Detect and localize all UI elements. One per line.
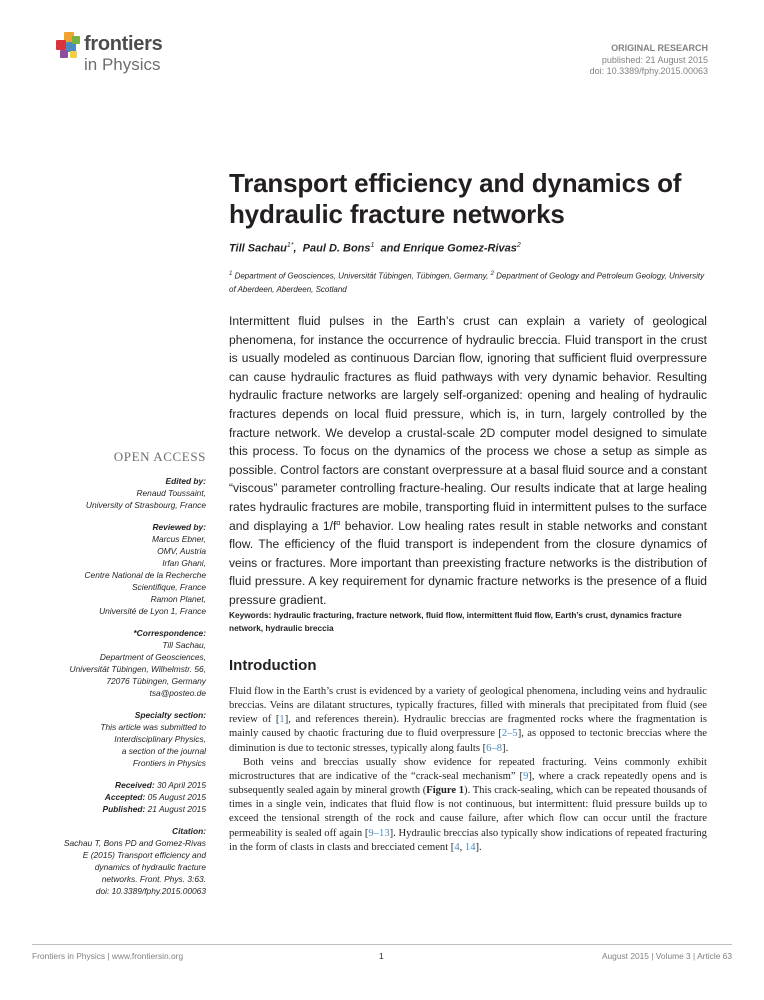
editor-line: Renaud Toussaint, [136,488,206,498]
text-run: ], and references therein). Hydraulic breccias are fragmented rocks where the fragmentation is mainly caused by chaotic fracturing due to fluid overpressure [ [229,714,707,740]
specialty-line: a section of the journal [121,746,206,756]
reviewer-line: OMV, Austria [157,546,206,556]
author-3-sup: 2 [516,242,521,249]
author-1-sup: 1* [286,242,294,249]
frontiers-logo-icon [56,32,82,62]
author-1[interactable]: Till Sachau [229,242,287,255]
page-number: 1 [379,951,384,961]
article-title [229,168,729,230]
author-3[interactable]: Enrique Gomez-Rivas [403,242,517,255]
accepted-label: Accepted: [104,792,146,802]
keywords: Keywords: hydraulic fracturing, fracture network, fluid flow, intermittent fluid flow, Earth’s crust, dynamics fracture network, hydraulic breccia [229,610,682,633]
affil-2: Department of Geology and Petroleum Geology, University of Aberdeen, Aberdeen, Scotland [229,271,705,294]
citation-link[interactable]: 4 [454,841,460,853]
footer-divider [32,944,732,945]
citation-link[interactable]: 1 [279,714,285,726]
correspondence-line: Till Sachau, [162,640,206,650]
introduction-body [229,685,707,855]
specialty-line: Frontiers in Physics [132,758,206,768]
correspondence-label: *Correspondence: [133,628,206,638]
reviewer-line: Ramon Planet, [150,594,206,604]
accepted-date [40,791,206,803]
citation-line: dynamics of hydraulic fracture [94,862,206,872]
specialty-line: This article was submitted to [100,722,206,732]
specialty-line: Interdisciplinary Physics, [114,734,206,744]
editor-line: University of Strasbourg, France [85,500,206,510]
reviewer-line: Irfan Ghani, [162,558,206,568]
logo-subtitle: in Physics [84,55,161,74]
author-2-sup: 1 [370,242,375,249]
text-run: Both veins and breccias usually show evidence for repeated fracturing. Veins commonly exhibit microstructures that are indicative of the “crack-seal mechanism” [ [229,756,707,782]
text-run: ). This crack-sealing, which can be repeated thousands of times in a single vein, indicates that fluid flow is not continuous, but intermittent: fluid pressure builds up to exceed the tensional strength of the rock and cause failure, after which flow can occur until the fracture permeability is sealed off again [ [229,785,708,839]
reviewer-line: Marcus Ebner, [152,534,206,544]
specialty-label: Specialty section: [134,710,206,720]
published-label: Published: [102,804,146,814]
correspondence-line: 72076 Tübingen, Germany [106,676,206,686]
title-line-2: hydraulic fracture networks [229,199,565,229]
footer-journal-link[interactable]: Frontiers in Physics | www.frontiersin.org [32,951,184,961]
text-run: ], where a crack repeatedly opens and is subsequently sealed again by mineral growth ( [229,770,708,797]
accepted-value: 05 August 2015 [147,792,206,802]
author-list: Till Sachau$^{1*}$, Paul D. Bons$^1$ and Enrique Gomez-Rivas$^2$ [229,242,521,255]
text-run: ]. [502,742,509,754]
abstract-part-2: behavior. Low healing rates result in stable networks and constant flow. The efficiency of the fluid transport is independent from the closure dynamics of veins or fractures. More important than preexisting fracture networks is the distribution of fluid pressure. A key requirement for dynamic fracture networks is the presence of a fluid pressure gradient. [229,518,707,607]
author-2[interactable]: Paul D. Bons [302,242,371,255]
section-heading-introduction: Introduction [229,657,317,674]
footer-issue-info: August 2015 | Volume 3 | Article 63 [601,951,732,961]
received-value: 30 April 2015 [156,780,206,790]
abstract-exponent: α [336,519,341,527]
citation-line: networks. Front. Phys. 3:63. [101,874,206,884]
article-doi: doi: 10.3389/fphy.2015.00063 [589,66,708,76]
open-access-label: OPEN ACCESS [113,449,206,464]
received-date [40,779,206,791]
citation-link[interactable]: 6–8 [486,742,503,754]
abstract-part-1: Intermittent fluid pulses in the Earth’s crust can explain a variety of geological phenomena, for instance the occurrence of hydraulic breccia. Fluid transport in the crust is usually modeled as continuous Darcian flow, ignoring that sufficient fluid overpressure can cause hydraulic fractures as fluid pathways with very dynamic behavior. Resulting hydraulic fracture networks are largely self-organized: opening and healing of hydraulic fractures depends on local fluid pressure, which is, in turn, largely controlled by the fracture network. We develop a crustal-scale 2D computer model designed to simulate this process. To focus on the dynamics of the process we chose a setup as simple as possible. Control factors are constant overpressure at a basal fluid source and a constant “viscous” parameter controlling fracture-healing. Our results indicate that at large healing rates hydraulic fractures are mobile, transporting fluid in intermittent pulses to the surface and displaying a 1/f [229,314,707,533]
editorial-sidebar [40,475,206,897]
edited-by-label: Edited by: [165,476,206,486]
logo-name: frontiers [84,33,163,55]
intro-paragraph-2 [229,756,707,855]
citation-label: Citation: [172,826,206,836]
affil-1-sup: 1 [229,271,233,277]
received-label: Received: [115,780,155,790]
correspondence-email[interactable]: tsa@posteo.de [149,688,206,698]
citation-doi[interactable]: doi: 10.3389/fphy.2015.00063 [95,886,206,896]
published-date: published: 21 August 2015 [601,54,708,65]
journal-logo [56,30,176,80]
text-run: , [459,841,465,853]
abstract [229,312,707,610]
citation-link[interactable]: 9 [523,770,529,782]
citation-link[interactable]: 14 [464,841,476,853]
affil-2-sup: 2 [490,271,494,277]
citation-line: E (2015) Transport efficiency and [82,850,206,860]
citation-link[interactable]: 2–5 [501,728,518,740]
article-meta [590,43,708,78]
citation-line: Sachau T, Bons PD and Gomez-Rivas [63,838,206,848]
correspondence-line: Universität Tübingen, Wilhelmstr. 56, [69,664,206,674]
intro-paragraph-1 [229,685,707,756]
reviewed-by-label: Reviewed by: [152,522,206,532]
published-date-sidebar [40,803,206,815]
affil-1: Department of Geosciences, Universität Tübingen, Tübingen, Germany, [234,271,489,281]
affiliations [229,268,709,296]
text-run: ], as opposed to tectonic breccias where the diminution is due to tectonic stresses, typically along faults [ [229,728,707,754]
correspondence-line: Department of Geosciences, [99,652,206,662]
published-value: 21 August 2015 [147,804,206,814]
text-run: ]. [475,841,482,853]
figure-link[interactable]: Figure 1 [426,785,465,797]
text-run: Fluid flow in the Earth’s crust is evidenced by a variety of geological phenomena, including veins and hydraulic breccias. Veins are dilatant structures, typically fractures, filled with minerals that precipitated from fluid (see review of [ [229,686,707,726]
text-run: ]. Hydraulic breccias also typically show indications of repeated fracturing in the form of clasts in clasts and brecciated cement [ [229,827,707,853]
citation-link[interactable]: 9–13 [368,827,390,839]
reviewer-line: Université de Lyon 1, France [99,606,206,616]
title-line-1: Transport efficiency and dynamics of [229,168,682,198]
author-3-prefix: and [380,242,404,255]
reviewer-line: Scientifique, France [131,582,206,592]
article-type: ORIGINAL RESEARCH [611,43,708,53]
reviewer-line: Centre National de la Recherche [84,570,206,580]
